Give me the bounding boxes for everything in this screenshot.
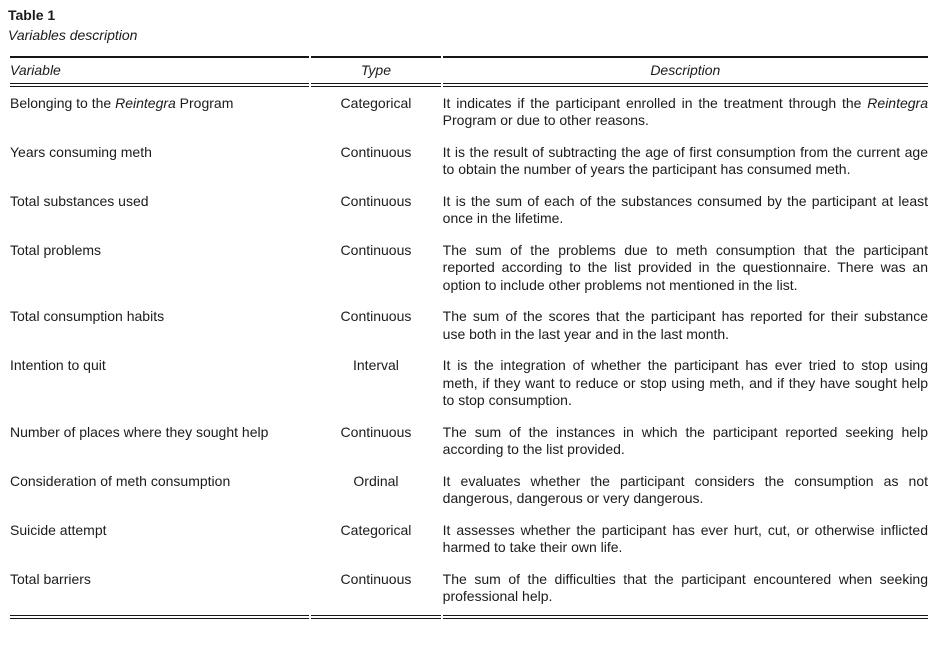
table-caption: Variables description: [8, 27, 138, 43]
column-header-variable: Variable: [10, 56, 309, 87]
table-body: [10, 87, 928, 619]
type-cell: Continuous: [340, 308, 412, 324]
variable-cell: Total consumption habits: [10, 308, 165, 324]
variable-cell: Belonging to the Reintegra Program: [10, 94, 234, 111]
type-cell: Continuous: [340, 241, 412, 258]
description-cell: It assesses whether the participant has ever hurt, cut, or otherwise inflicted harmed to take their own life.: [442, 521, 928, 555]
variable-cell: Total barriers: [10, 563, 309, 619]
type-cell: Interval: [353, 357, 399, 373]
variable-cell: Suicide attempt: [10, 521, 107, 538]
type-cell: Ordinal: [353, 472, 399, 489]
variable-cell: Consideration of meth consumption: [10, 472, 231, 489]
table-row: [10, 563, 928, 619]
description-cell: The sum of the instances in which the participant reported seeking help according to the list provided.: [442, 423, 928, 457]
column-header-description: Description: [443, 56, 928, 87]
type-cell: Continuous: [340, 143, 412, 160]
table-row: [10, 514, 928, 563]
type-cell: Categorical: [340, 521, 412, 538]
header-row: [10, 56, 928, 87]
description-cell: The sum of the scores that the participant has reported for their substance use both in the last year and in the last month.: [442, 308, 928, 342]
description-cell: The sum of the difficulties that the participant encountered when seeking professional help.: [443, 563, 928, 619]
variable-cell: Total substances used: [10, 192, 149, 209]
type-cell: Continuous: [311, 563, 440, 619]
table-row: [10, 87, 928, 136]
variable-cell: Number of places where they sought help: [10, 423, 269, 440]
variable-cell: Years consuming meth: [10, 143, 152, 160]
description-cell: It evaluates whether the participant considers the consumption as not dangerous, dangerous or very dangerous.: [442, 472, 928, 506]
column-header-type: Type: [311, 56, 440, 87]
type-cell: Categorical: [340, 94, 412, 111]
table-row: [10, 136, 928, 185]
description-cell: It is the sum of each of the substances consumed by the participant at least once in the lifetime.: [442, 192, 928, 226]
table-row: [10, 185, 928, 234]
description-cell: It indicates if the participant enrolled in the treatment through the Reintegra Program or due to other reasons.: [442, 94, 928, 128]
table-row: [10, 300, 928, 349]
variable-cell: Total problems: [10, 241, 102, 258]
type-cell: Continuous: [340, 423, 412, 440]
table-row: [10, 416, 928, 465]
table-row: [10, 234, 928, 301]
description-cell: The sum of the problems due to meth consumption that the participant reported according to the list provided in the questionnaire. There was an option to include other problems not mentioned in the list.: [442, 241, 928, 293]
table-label: Table 1: [8, 7, 56, 23]
description-cell: It is the integration of whether the participant has ever tried to stop using meth, if they want to reduce or stop using meth, and if they have sought help to stop consumption.: [442, 357, 928, 408]
table-row: [10, 349, 928, 416]
variables-table: [8, 56, 930, 619]
type-cell: Continuous: [340, 192, 412, 209]
table-row: [10, 465, 928, 514]
description-cell: It is the result of subtracting the age of first consumption from the current age to obtain the number of years the participant has consumed meth.: [442, 143, 928, 177]
variable-cell: Intention to quit: [10, 357, 106, 373]
